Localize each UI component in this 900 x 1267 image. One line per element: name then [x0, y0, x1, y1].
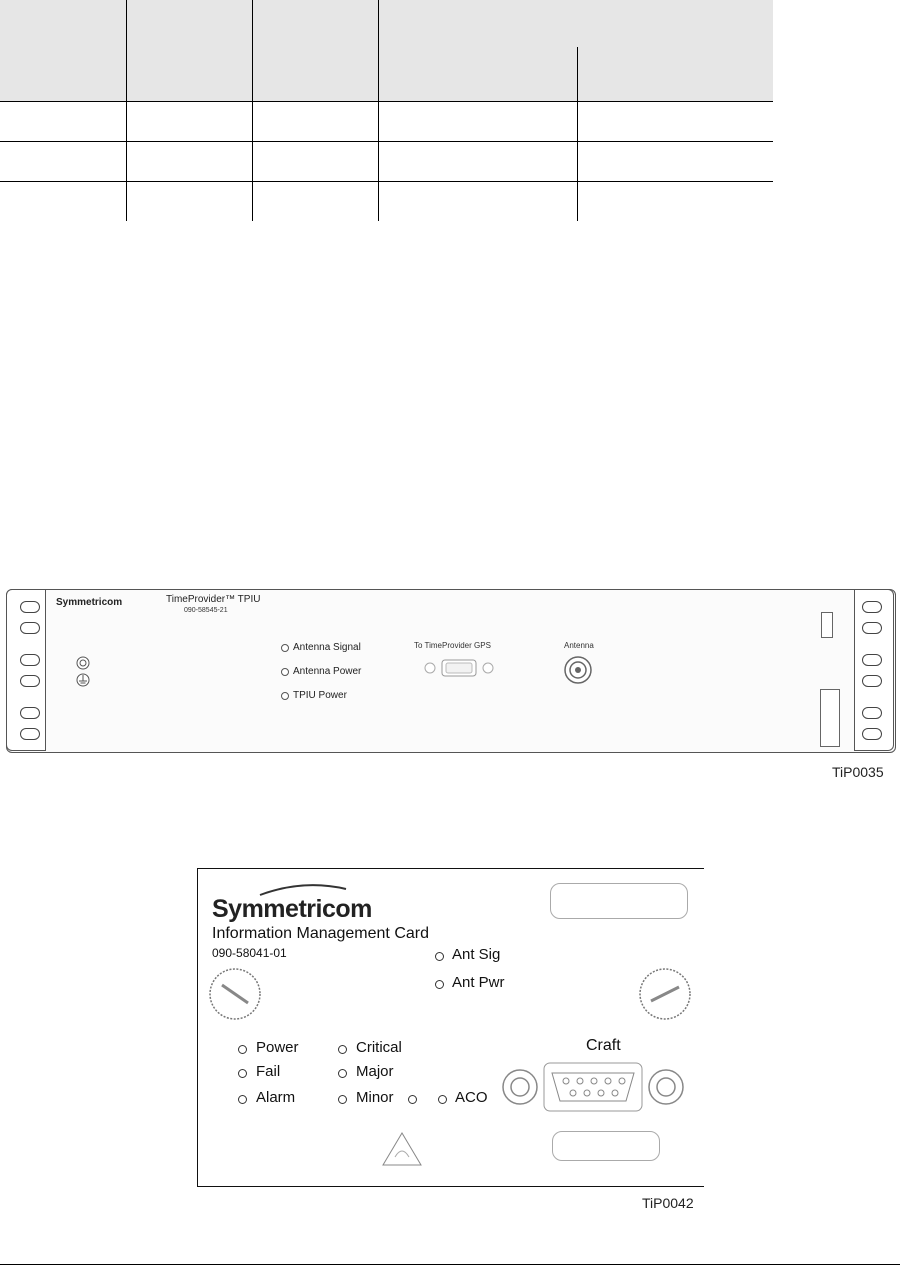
ant-sig-led	[435, 952, 444, 961]
card-lower-label-window	[552, 1131, 660, 1161]
rack-slot	[20, 707, 40, 719]
antenna-signal-led	[281, 644, 289, 652]
right-rack-ear	[854, 589, 894, 751]
ant-pwr-label: Ant Pwr	[452, 974, 505, 991]
critical-led	[338, 1045, 347, 1054]
power-led-label: Power	[256, 1039, 299, 1056]
aco-label: ACO	[455, 1089, 488, 1106]
figure-id-tpiu: TiP0035	[832, 764, 884, 780]
aco-led	[408, 1095, 417, 1104]
table-col-divider	[252, 0, 253, 221]
data-table	[0, 0, 773, 221]
right-thumbscrew-icon	[638, 967, 692, 1021]
craft-connector-label: Craft	[586, 1037, 621, 1054]
tpiu-part-number: 090-58545-21	[184, 607, 228, 614]
antenna-connector-label: Antenna	[564, 641, 594, 650]
ant-pwr-led	[435, 980, 444, 989]
rack-slot	[862, 707, 882, 719]
imc-card-panel	[197, 868, 704, 1187]
table-row-divider	[0, 141, 773, 142]
tpiu-front-panel	[6, 589, 896, 753]
tpiu-power-label: TPIU Power	[293, 690, 347, 701]
rack-slot	[20, 728, 40, 740]
craft-db9-connector-icon	[500, 1059, 694, 1115]
panel-indicator-slot	[821, 612, 833, 638]
fail-led-label: Fail	[256, 1063, 281, 1080]
antenna-power-led	[281, 668, 289, 676]
rack-slot	[20, 601, 40, 613]
table-header	[0, 0, 773, 101]
major-led-label: Major	[356, 1063, 394, 1080]
table-col-divider	[378, 0, 379, 221]
left-rack-ear	[6, 589, 46, 751]
rack-slot	[862, 622, 882, 634]
footer-rule	[0, 1264, 900, 1265]
figure-id-imc: TiP0042	[642, 1195, 694, 1211]
rack-slot	[20, 622, 40, 634]
antenna-power-label: Antenna Power	[293, 666, 362, 677]
table-col-divider	[126, 0, 127, 221]
ground-terminal-icon	[74, 655, 92, 691]
tpiu-product-name: TimeProvider™ TPIU	[166, 594, 261, 605]
table-col-divider	[577, 47, 578, 221]
rack-slot	[862, 728, 882, 740]
fail-led	[238, 1069, 247, 1078]
minor-led	[338, 1095, 347, 1104]
rack-slot	[862, 654, 882, 666]
panel-vent-slot	[820, 689, 840, 747]
aco-button-led[interactable]	[438, 1095, 447, 1104]
ant-sig-label: Ant Sig	[452, 946, 501, 963]
critical-led-label: Critical	[356, 1039, 402, 1056]
antenna-coax-icon	[563, 655, 593, 685]
tpiu-brand-logo: Symmetricom	[56, 597, 123, 608]
minor-led-label: Minor	[356, 1089, 394, 1106]
imc-part-number: 090-58041-01	[212, 946, 287, 960]
rack-slot	[862, 601, 882, 613]
rack-slot	[20, 654, 40, 666]
rack-slot	[862, 675, 882, 687]
rack-slot	[20, 675, 40, 687]
table-row-divider	[0, 101, 773, 102]
db9-connector-icon	[422, 657, 496, 679]
esd-warning-icon	[381, 1131, 423, 1167]
alarm-led	[238, 1095, 247, 1104]
imc-card-title: Information Management Card	[212, 925, 429, 942]
antenna-signal-label: Antenna Signal	[293, 642, 361, 653]
left-thumbscrew-icon	[208, 967, 262, 1021]
tpiu-power-led	[281, 692, 289, 700]
power-led	[238, 1045, 247, 1054]
imc-brand-logo: Symmetricom	[212, 895, 372, 923]
gps-connector-label: To TimeProvider GPS	[414, 641, 491, 650]
card-label-window	[550, 883, 688, 919]
major-led	[338, 1069, 347, 1078]
alarm-led-label: Alarm	[256, 1089, 296, 1106]
table-row-divider	[0, 181, 773, 182]
